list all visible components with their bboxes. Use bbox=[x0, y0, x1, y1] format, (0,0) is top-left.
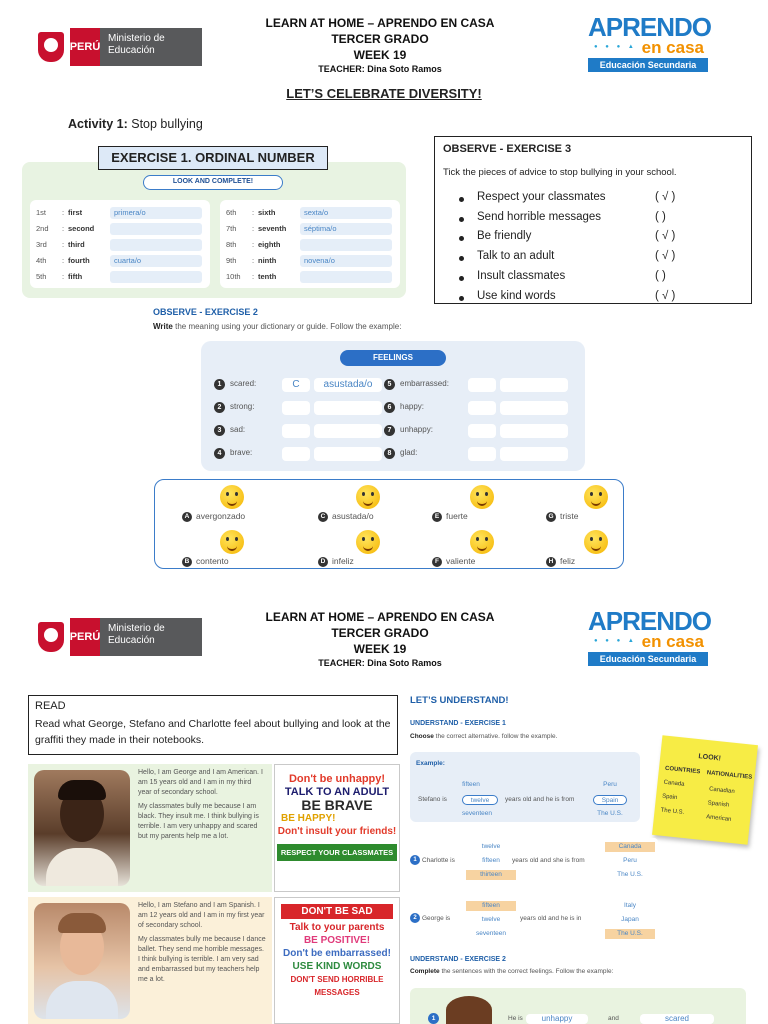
ministry-label: Ministerio de Educación bbox=[100, 618, 202, 656]
place-option[interactable]: The U.S. bbox=[617, 871, 643, 878]
meaning-field[interactable] bbox=[500, 447, 568, 461]
age-option[interactable]: fifteen bbox=[482, 857, 500, 864]
tick-box[interactable]: ( √ ) bbox=[655, 230, 676, 242]
logo-top: APRENDO bbox=[588, 12, 712, 42]
place-option[interactable]: Peru bbox=[603, 781, 617, 788]
feeling-option: C asustada/o bbox=[318, 485, 408, 523]
understand-ex1-instruction: Choose the correct alternative. follow the example. bbox=[410, 733, 558, 740]
ex2-and: and bbox=[608, 1015, 619, 1022]
tick-box[interactable]: ( √ ) bbox=[655, 250, 676, 262]
letter-field[interactable] bbox=[282, 424, 310, 438]
meaning-field[interactable] bbox=[500, 378, 568, 392]
page1-header bbox=[230, 15, 530, 75]
peru-label: PERÚ bbox=[70, 28, 100, 66]
aprendo-logo bbox=[588, 606, 712, 666]
understand-ex2-title: UNDERSTAND - EXERCISE 2 bbox=[410, 956, 506, 963]
feeling-option: D infeliz bbox=[318, 530, 408, 568]
tick-box[interactable]: ( √ ) bbox=[655, 290, 676, 302]
stefano-panel bbox=[28, 897, 272, 1024]
understand-title: LET’S UNDERSTAND! bbox=[410, 695, 509, 706]
place-option-selected[interactable]: Spain bbox=[593, 795, 627, 805]
age-option-highlighted[interactable]: thirteen bbox=[466, 870, 516, 880]
ordinal-row: 4th : fourth cuarta/o bbox=[30, 254, 210, 268]
letter-field[interactable]: C bbox=[282, 378, 310, 392]
feeling-option: H feliz bbox=[546, 530, 636, 568]
ex2-pre: He is bbox=[508, 1015, 523, 1022]
ordinal-right-panel bbox=[220, 200, 400, 288]
meaning-field[interactable] bbox=[500, 401, 568, 415]
q1-number: 1 bbox=[410, 855, 420, 865]
page2-header bbox=[230, 609, 530, 669]
graffiti-stefano: DON'T BE SAD Talk to your parents BE POSITIVE! Don't be embarrassed! USE KIND WORDS DON'T SEND HORRIBLE MESSAGES bbox=[274, 897, 400, 1024]
ordinal-answer-field[interactable]: primera/o bbox=[110, 207, 202, 219]
header-line1: LEARN AT HOME – APRENDO EN CASA bbox=[265, 16, 495, 30]
stefano-photo bbox=[34, 903, 130, 1019]
charlotte-avatar bbox=[446, 996, 492, 1024]
meaning-field[interactable] bbox=[314, 424, 382, 438]
george-photo bbox=[34, 770, 130, 886]
ordinal-answer-field[interactable] bbox=[110, 271, 202, 283]
ordinal-left-panel bbox=[30, 200, 210, 288]
coat-of-arms-icon bbox=[38, 622, 64, 652]
george-panel bbox=[28, 764, 272, 892]
exercise2-title: OBSERVE - EXERCISE 2 bbox=[153, 307, 258, 317]
logo-section: Educación Secundaria bbox=[588, 652, 708, 666]
ordinal-row: 6th : sixth sexta/o bbox=[220, 206, 400, 220]
age-option[interactable]: seventeen bbox=[476, 930, 506, 937]
minedu-logo bbox=[38, 28, 202, 66]
ordinal-row: 2nd : second bbox=[30, 222, 210, 236]
understand-ex2-instruction: Complete the sentences with the correct feelings. Follow the example: bbox=[410, 968, 614, 975]
letter-field[interactable] bbox=[468, 447, 496, 461]
age-option[interactable]: seventeen bbox=[462, 810, 492, 817]
example-mid: years old and he is from bbox=[505, 796, 575, 803]
logo-bottom: en casa bbox=[641, 632, 704, 651]
ministry-label: Ministerio de Educación bbox=[100, 28, 202, 66]
ordinal-answer-field[interactable] bbox=[300, 239, 392, 251]
ordinal-row: 3rd : third bbox=[30, 238, 210, 252]
read-heading: READ bbox=[35, 700, 66, 712]
feeling-option: A avergonzado bbox=[182, 485, 272, 523]
minedu-logo bbox=[38, 618, 202, 656]
logo-bottom: en casa bbox=[641, 38, 704, 57]
ordinal-row: 8th : eighth bbox=[220, 238, 400, 252]
q2-mid: years old and he is in bbox=[520, 915, 582, 922]
meaning-field[interactable] bbox=[314, 401, 382, 415]
ordinal-answer-field[interactable] bbox=[300, 271, 392, 283]
emoji-happy-icon bbox=[220, 530, 244, 554]
meaning-field[interactable] bbox=[500, 424, 568, 438]
logo-dots-icon: ● ● ● ▲ bbox=[594, 44, 637, 50]
emoji-strong-icon bbox=[470, 485, 494, 509]
place-option-highlighted[interactable]: Canada bbox=[605, 842, 655, 852]
look-sticky-note: LOOK! COUNTRIES NATIONALITIES Canada Canadian Spain Spanish The U.S. American bbox=[652, 735, 758, 844]
exercise1-instruction: LOOK AND COMPLETE! bbox=[143, 175, 283, 190]
header-teacher: TEACHER: Dina Soto Ramos bbox=[318, 658, 442, 668]
george-text: Hello, I am George and I am American. I am 15 years old and I am in my third year of secondary school. My classmates bully me because I am black. They insult me. I think bullying is terrible. I am very unhappy and scared but my parents help me a lot. bbox=[138, 769, 263, 840]
tick-box[interactable]: ( √ ) bbox=[655, 191, 676, 203]
example-pre: Stefano is bbox=[418, 796, 447, 803]
age-option-highlighted[interactable]: fifteen bbox=[466, 901, 516, 911]
page-title: LET’S CELEBRATE DIVERSITY! bbox=[286, 86, 482, 101]
feeling-option: F valiente bbox=[432, 530, 522, 568]
header-line3: WEEK 19 bbox=[353, 48, 407, 62]
feeling-option: G triste bbox=[546, 485, 636, 523]
emoji-brave-icon bbox=[470, 530, 494, 554]
ordinal-row: 1st : first primera/o bbox=[30, 206, 210, 220]
age-option-selected[interactable]: twelve bbox=[462, 795, 498, 805]
ordinal-answer-field[interactable]: séptima/o bbox=[300, 223, 392, 235]
emoji-sad-icon bbox=[584, 485, 608, 509]
header-line2: TERCER GRADO bbox=[331, 626, 429, 640]
q2-number: 2 bbox=[410, 913, 420, 923]
ordinal-row: 7th : seventh séptima/o bbox=[220, 222, 400, 236]
logo-section: Educación Secundaria bbox=[588, 58, 708, 72]
read-box bbox=[28, 695, 398, 755]
header-line2: TERCER GRADO bbox=[331, 32, 429, 46]
advice-item: Send horrible messages ( ) bbox=[459, 211, 749, 229]
place-option[interactable]: The U.S. bbox=[597, 810, 623, 817]
q1-pre: Charlotte is bbox=[422, 857, 455, 864]
exercise2-instruction: Write the meaning using your dictionary or guide. Follow the example: bbox=[153, 322, 402, 331]
meaning-field[interactable]: asustada/o bbox=[314, 378, 382, 392]
letter-field[interactable] bbox=[468, 378, 496, 392]
advice-item: Talk to an adult ( √ ) bbox=[459, 250, 749, 268]
coat-of-arms-icon bbox=[38, 32, 64, 62]
stefano-text: Hello, I am Stefano and I am Spanish. I am 12 years old and I am in my first year of secondary school. My classmates bully me because I dance ballet. They send me horrible messages. I think bullying is terrible. I am very sad and embarrassed but my teachers help me a lot. bbox=[138, 902, 266, 983]
aprendo-logo bbox=[588, 12, 712, 72]
meaning-field[interactable] bbox=[314, 447, 382, 461]
letter-field[interactable] bbox=[468, 401, 496, 415]
advice-item: Insult classmates ( ) bbox=[459, 270, 749, 288]
ordinal-answer-field[interactable] bbox=[110, 239, 202, 251]
example-label: Example: bbox=[416, 760, 445, 767]
peru-label: PERÚ bbox=[70, 618, 100, 656]
letter-field[interactable] bbox=[282, 401, 310, 415]
ordinal-answer-field[interactable]: sexta/o bbox=[300, 207, 392, 219]
understand-ex1-title: UNDERSTAND - EXERCISE 1 bbox=[410, 720, 506, 727]
feeling-answer-field[interactable]: unhappy bbox=[526, 1014, 588, 1024]
read-text: Read what George, Stefano and Charlotte feel about bullying and look at the graffiti they made in their notebooks. bbox=[35, 718, 391, 746]
place-option[interactable]: Italy bbox=[624, 902, 636, 909]
tick-box[interactable]: ( ) bbox=[655, 211, 666, 223]
age-option[interactable]: twelve bbox=[481, 843, 501, 850]
header-line1: LEARN AT HOME – APRENDO EN CASA bbox=[265, 610, 495, 624]
emoji-unhappy-icon bbox=[356, 530, 380, 554]
exercise3-box bbox=[434, 136, 752, 304]
graffiti-george: Don't be unhappy! TALK TO AN ADULT BE BRAVE BE HAPPY! Don't insult your friends! RESPECT YOUR CLASSMATES bbox=[274, 764, 400, 892]
ordinal-row: 9th : ninth novena/o bbox=[220, 254, 400, 268]
activity-heading bbox=[68, 117, 203, 131]
ordinal-row: 10th : tenth bbox=[220, 270, 400, 284]
letter-field[interactable] bbox=[468, 424, 496, 438]
letter-field[interactable] bbox=[282, 447, 310, 461]
feeling-answer-field[interactable]: scared bbox=[640, 1014, 714, 1024]
ordinal-answer-field[interactable]: novena/o bbox=[300, 255, 392, 267]
place-option[interactable]: Peru bbox=[623, 857, 637, 864]
place-option-highlighted[interactable]: The U.S. bbox=[605, 929, 655, 939]
feelings-pill: FEELINGS bbox=[340, 350, 446, 366]
activity-text: Stop bullying bbox=[131, 117, 203, 131]
q2-pre: George is bbox=[422, 915, 451, 922]
exercise1-title: EXERCISE 1. ORDINAL NUMBER bbox=[98, 146, 328, 170]
feeling-option: B contento bbox=[182, 530, 272, 568]
exercise3-instruction: Tick the pieces of advice to stop bullying in your school. bbox=[443, 167, 677, 178]
advice-item: Use kind words ( √ ) bbox=[459, 290, 749, 308]
header-teacher: TEACHER: Dina Soto Ramos bbox=[318, 64, 442, 74]
age-option[interactable]: twelve bbox=[481, 916, 501, 923]
logo-top: APRENDO bbox=[588, 606, 712, 636]
exercise3-title: OBSERVE - EXERCISE 3 bbox=[443, 143, 572, 155]
advice-item: Be friendly ( √ ) bbox=[459, 230, 749, 248]
place-option[interactable]: Japan bbox=[621, 916, 639, 923]
emoji-embarrassed-icon bbox=[220, 485, 244, 509]
logo-dots-icon: ● ● ● ▲ bbox=[594, 638, 637, 644]
age-option[interactable]: fifteen bbox=[462, 781, 480, 788]
ordinal-answer-field[interactable] bbox=[110, 223, 202, 235]
header-line3: WEEK 19 bbox=[353, 642, 407, 656]
emoji-glad-icon bbox=[584, 530, 608, 554]
activity-label: Activity 1: bbox=[68, 117, 128, 131]
ex2-number: 1 bbox=[428, 1013, 439, 1024]
feeling-option: E fuerte bbox=[432, 485, 522, 523]
advice-item: Respect your classmates ( √ ) bbox=[459, 191, 749, 209]
q1-mid: years old and she is from bbox=[512, 857, 585, 864]
ordinal-answer-field[interactable]: cuarta/o bbox=[110, 255, 202, 267]
emoji-scared-icon bbox=[356, 485, 380, 509]
ordinal-row: 5th : fifth bbox=[30, 270, 210, 284]
tick-box[interactable]: ( ) bbox=[655, 270, 666, 282]
